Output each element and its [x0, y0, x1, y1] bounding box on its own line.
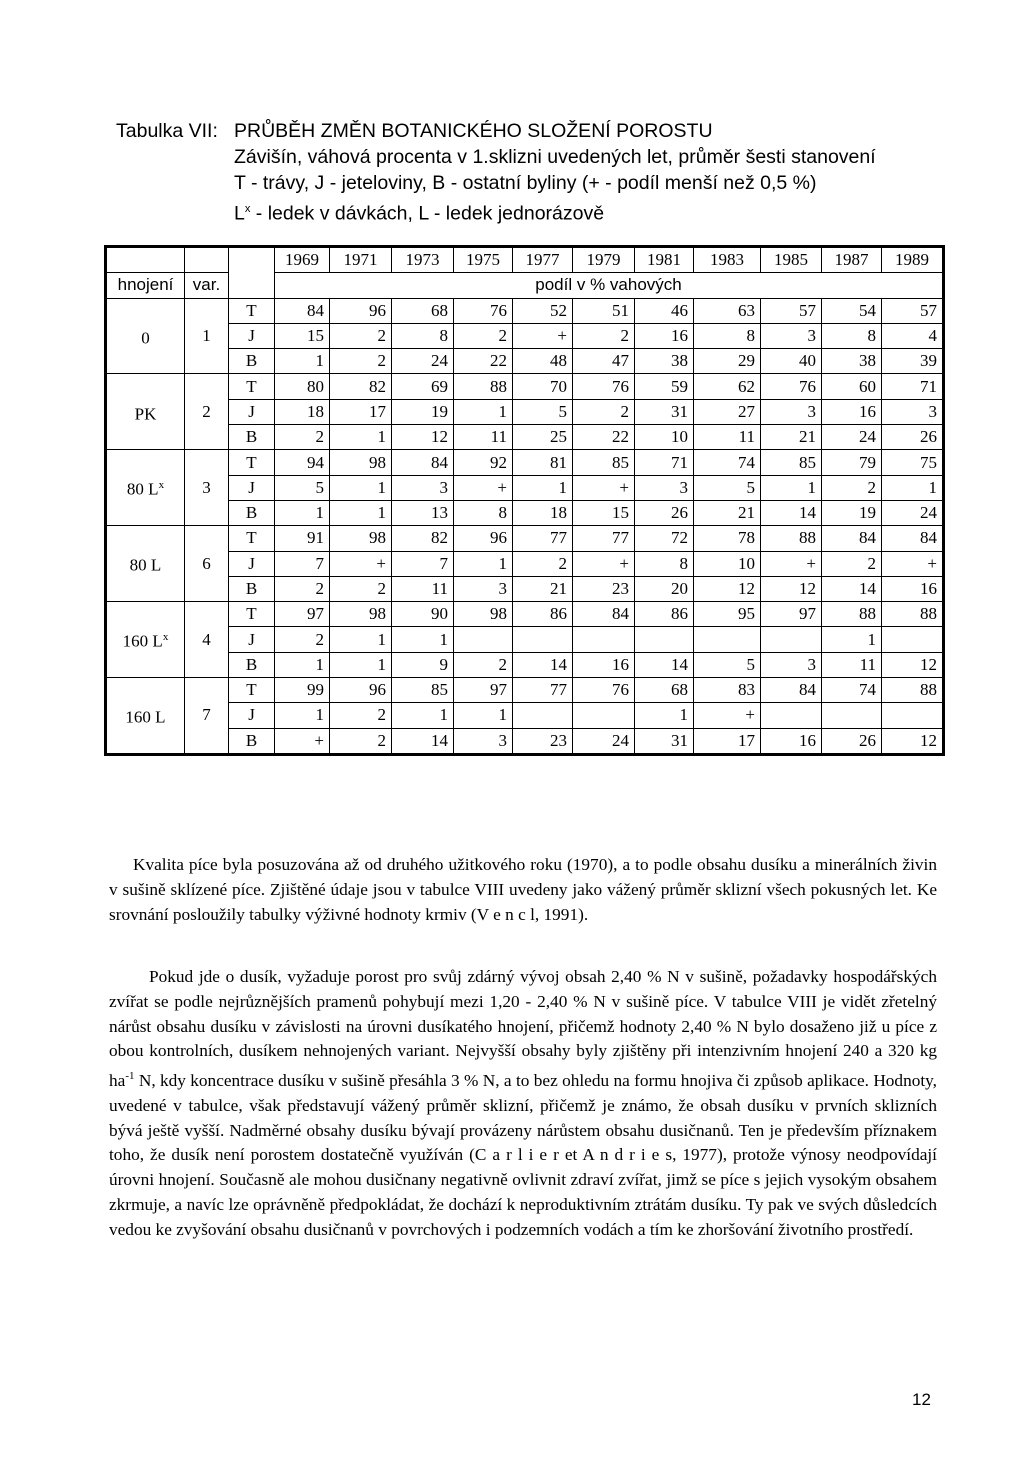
year-header: 1985: [761, 247, 822, 273]
value-cell: 10: [635, 425, 694, 450]
value-cell: +: [694, 703, 761, 728]
value-cell: [694, 627, 761, 652]
value-cell: 16: [761, 728, 822, 754]
value-cell: 8: [822, 323, 882, 348]
year-header: 1973: [392, 247, 454, 273]
value-cell: 1: [882, 475, 944, 500]
value-cell: 75: [882, 450, 944, 475]
hnojeni-sup: x: [162, 631, 169, 644]
value-cell: 1: [454, 551, 513, 576]
paragraph-2-part-2: N, kdy koncentrace dusíku v sušině přesáhla 3 % N, a to bez ohledu na formu hnojiva či způsob aplikace. Hodnoty, uvedené v tabulce, však představují vážený průměr sklizní, přičemž je známo, že obsah dusíku v prvních sklizních bývá ještě vyšší. Nadměrné obsahy dusíku bývají provázeny nárůstem obsahu dusičnanů. Ten je především příznakem toho, že dusík není porostem dostatečně využíván (C a r l i e r et A n d r i e s, 1977), protože výnosy neodpovídají úrovni hnojení. Současně ale mohou dusičnany negativně ovlivnit zdraví zvířat, jimž se píce s jejich vysokým obsahem zkrmuje, a navíc lze oprávněně předpokládat, že dochází k neproduktivním ztrátám dusíku. Ty pak ve svých důsledcích vedou ke zvyšování obsahu dusičnanů v povrchových i podzemních vodách a tím ke zhoršování životního prostředí.: [109, 1070, 937, 1239]
caption-label: Tabulka VII:: [116, 120, 218, 142]
table-row: [106, 475, 944, 500]
value-cell: 76: [761, 374, 822, 399]
header-empty-type: [229, 247, 275, 299]
caption-line-4-rest: - ledek v dávkách, L - ledek jednorázově: [250, 202, 605, 225]
year-header: 1987: [822, 247, 882, 273]
value-cell: 88: [882, 678, 944, 703]
value-cell: 62: [694, 374, 761, 399]
paragraph-2-sup: -1: [125, 1070, 135, 1083]
value-cell: 88: [882, 602, 944, 627]
value-cell: 9: [392, 652, 454, 677]
value-cell: 84: [822, 526, 882, 551]
value-cell: 51: [573, 298, 635, 323]
value-cell: 1: [330, 627, 392, 652]
value-cell: 74: [822, 678, 882, 703]
table-row: [106, 298, 944, 323]
paragraph-2-part-1: Pokud jde o dusík, vyžaduje porost pro svůj zdárný vývoj obsah 2,40 % N v sušině, požadavky hospodářských zvířat se podle nejrůznějších pramenů pohybují mezi 1,20 - 2,40 % N v sušině píce. V tabulce VIII je vidět zřetelný nárůst obsahu dusíku v závislosti na úrovni dusíkatého hnojení, přičemž hodnoty 2,40 % N bylo dosaženo již u píce z obou kontrolních, dusíkem nehnojených variant. Nejvyšší obsahy byly zjištěny při intenzivním hnojení 240 a 320 kg ha: [109, 967, 937, 1090]
variant-cell: 4: [185, 602, 229, 678]
table-row: [106, 652, 944, 677]
hnojeni-cell: [106, 298, 185, 374]
plant-type-cell: T: [229, 298, 275, 323]
value-cell: 22: [573, 425, 635, 450]
value-cell: 88: [761, 526, 822, 551]
value-cell: 24: [882, 500, 944, 525]
value-cell: 16: [635, 323, 694, 348]
value-cell: 57: [761, 298, 822, 323]
value-cell: 68: [392, 298, 454, 323]
value-cell: [761, 627, 822, 652]
value-cell: 7: [275, 551, 330, 576]
value-cell: 25: [513, 425, 573, 450]
plant-type-cell: B: [229, 425, 275, 450]
value-cell: 2: [275, 425, 330, 450]
value-cell: 84: [761, 678, 822, 703]
value-cell: 14: [822, 576, 882, 601]
value-cell: 86: [635, 602, 694, 627]
caption-title: PRŮBĚH ZMĚN BOTANICKÉHO SLOŽENÍ POROSTU: [234, 120, 713, 142]
value-cell: 96: [454, 526, 513, 551]
value-cell: +: [573, 475, 635, 500]
value-cell: 96: [330, 298, 392, 323]
value-cell: 95: [694, 602, 761, 627]
plant-type-cell: T: [229, 526, 275, 551]
value-cell: 20: [635, 576, 694, 601]
plant-type-cell: B: [229, 349, 275, 374]
value-cell: 88: [454, 374, 513, 399]
value-cell: 24: [573, 728, 635, 754]
value-cell: 70: [513, 374, 573, 399]
value-cell: 78: [694, 526, 761, 551]
value-cell: 38: [822, 349, 882, 374]
table-row: [106, 399, 944, 424]
value-cell: 46: [635, 298, 694, 323]
variant-cell: 1: [185, 298, 229, 374]
variant-cell: 6: [185, 526, 229, 602]
value-cell: 1: [392, 627, 454, 652]
value-cell: 21: [761, 425, 822, 450]
value-cell: 60: [822, 374, 882, 399]
value-cell: 11: [454, 425, 513, 450]
value-cell: 3: [761, 323, 822, 348]
value-cell: 74: [694, 450, 761, 475]
value-cell: 98: [330, 602, 392, 627]
caption-line-2: Závišín, váhová procenta v 1.sklizni uvedených let, průměr šesti stanovení: [234, 146, 876, 168]
table-row: [106, 374, 944, 399]
hnojeni-label: 80 L: [129, 556, 162, 576]
value-cell: 26: [635, 500, 694, 525]
value-cell: 83: [694, 678, 761, 703]
caption-line-4-prefix: L: [234, 202, 245, 225]
year-header: 1983: [694, 247, 761, 273]
value-cell: 99: [275, 678, 330, 703]
value-cell: 15: [275, 323, 330, 348]
value-cell: [573, 703, 635, 728]
value-cell: 8: [392, 323, 454, 348]
value-cell: 26: [882, 425, 944, 450]
value-cell: 59: [635, 374, 694, 399]
value-cell: 40: [761, 349, 822, 374]
value-cell: 90: [392, 602, 454, 627]
hnojeni-cell: [106, 678, 185, 755]
value-cell: 85: [573, 450, 635, 475]
table-row: [106, 349, 944, 374]
page-number: 12: [912, 1390, 931, 1409]
value-cell: 3: [882, 399, 944, 424]
paragraph-2: [109, 965, 937, 1243]
value-cell: 85: [392, 678, 454, 703]
value-cell: 18: [513, 500, 573, 525]
value-cell: 84: [392, 450, 454, 475]
plant-type-cell: B: [229, 576, 275, 601]
plant-type-cell: T: [229, 374, 275, 399]
plant-type-cell: J: [229, 475, 275, 500]
value-cell: 1: [454, 399, 513, 424]
value-cell: 63: [694, 298, 761, 323]
value-cell: 29: [694, 349, 761, 374]
value-cell: 54: [822, 298, 882, 323]
value-cell: 2: [454, 323, 513, 348]
hnojeni-label: 80 L: [126, 480, 159, 500]
value-cell: 47: [573, 349, 635, 374]
value-cell: 1: [275, 652, 330, 677]
value-cell: 2: [330, 703, 392, 728]
value-cell: 1: [330, 652, 392, 677]
table-row: [106, 551, 944, 576]
value-cell: 7: [392, 551, 454, 576]
year-header: 1969: [275, 247, 330, 273]
hnojeni-label: PK: [134, 404, 157, 424]
value-cell: 3: [392, 475, 454, 500]
value-cell: 39: [882, 349, 944, 374]
value-cell: [882, 627, 944, 652]
table-row: [106, 703, 944, 728]
plant-type-cell: J: [229, 323, 275, 348]
plant-type-cell: B: [229, 652, 275, 677]
value-cell: 2: [822, 475, 882, 500]
table-row: [106, 526, 944, 551]
table-row: [106, 728, 944, 754]
value-cell: 11: [694, 425, 761, 450]
value-cell: 14: [635, 652, 694, 677]
paragraph-2-text: [109, 965, 937, 1243]
value-cell: 68: [635, 678, 694, 703]
hnojeni-cell: [106, 526, 185, 602]
value-cell: 5: [694, 475, 761, 500]
value-cell: 52: [513, 298, 573, 323]
value-cell: 22: [454, 349, 513, 374]
value-cell: 19: [392, 399, 454, 424]
hnojeni-cell: [106, 602, 185, 678]
value-cell: 21: [694, 500, 761, 525]
plant-type-cell: J: [229, 399, 275, 424]
value-cell: 57: [882, 298, 944, 323]
value-cell: 2: [513, 551, 573, 576]
value-cell: 1: [761, 475, 822, 500]
value-cell: 82: [330, 374, 392, 399]
column-header-hnojeni: hnojení: [106, 273, 185, 298]
value-cell: 19: [822, 500, 882, 525]
value-cell: 3: [454, 728, 513, 754]
year-header: 1981: [635, 247, 694, 273]
table-row: [106, 602, 944, 627]
value-cell: +: [573, 551, 635, 576]
value-cell: 31: [635, 399, 694, 424]
value-cell: 24: [822, 425, 882, 450]
value-cell: 17: [694, 728, 761, 754]
value-cell: 1: [513, 475, 573, 500]
value-cell: [513, 627, 573, 652]
value-cell: 2: [330, 576, 392, 601]
value-cell: 98: [330, 526, 392, 551]
value-cell: 8: [635, 551, 694, 576]
value-cell: 3: [761, 652, 822, 677]
value-cell: +: [882, 551, 944, 576]
variant-cell: 7: [185, 678, 229, 755]
value-cell: 76: [454, 298, 513, 323]
value-cell: 84: [882, 526, 944, 551]
value-cell: [822, 703, 882, 728]
hnojeni-label: 160 L: [125, 707, 166, 727]
year-header: 1979: [573, 247, 635, 273]
value-cell: 2: [330, 323, 392, 348]
value-cell: 11: [822, 652, 882, 677]
value-cell: 15: [573, 500, 635, 525]
table-row: [106, 425, 944, 450]
value-cell: 1: [392, 703, 454, 728]
value-cell: 2: [330, 349, 392, 374]
value-cell: 76: [573, 678, 635, 703]
value-cell: 1: [275, 500, 330, 525]
value-cell: 16: [822, 399, 882, 424]
table-row: [106, 678, 944, 703]
table-row: [106, 323, 944, 348]
hnojeni-cell: [106, 450, 185, 526]
value-cell: [573, 627, 635, 652]
value-cell: 98: [330, 450, 392, 475]
value-cell: 77: [513, 678, 573, 703]
value-cell: [635, 627, 694, 652]
plant-type-cell: B: [229, 500, 275, 525]
value-cell: 81: [513, 450, 573, 475]
header-empty-var: [185, 247, 229, 273]
header-empty-hnojeni: [106, 247, 185, 273]
value-cell: [454, 627, 513, 652]
paragraph-1-text: Kvalita píce byla posuzována až od druhého užitkového roku (1970), a to podle obsahu dusíku a minerálních živin v sušině sklízené píce. Zjištěné údaje jsou v tabulce VIII uvedeny jako vážený průměr sklizní všech pokusných let. Ke srovnání posloužily tabulky výživné hodnoty krmiv (V e n c l, 1991).: [109, 855, 937, 924]
value-cell: 16: [573, 652, 635, 677]
caption-line-4: [116, 196, 876, 227]
value-cell: 72: [635, 526, 694, 551]
hnojeni-cell: [106, 374, 185, 450]
value-cell: 1: [330, 475, 392, 500]
value-cell: 97: [275, 602, 330, 627]
hnojeni-label: 160 L: [122, 631, 163, 651]
value-cell: 71: [882, 374, 944, 399]
plant-type-cell: J: [229, 627, 275, 652]
value-cell: 98: [454, 602, 513, 627]
value-cell: 84: [275, 298, 330, 323]
plant-type-cell: T: [229, 450, 275, 475]
value-cell: 3: [761, 399, 822, 424]
value-cell: +: [454, 475, 513, 500]
plant-type-cell: J: [229, 703, 275, 728]
value-cell: 84: [573, 602, 635, 627]
value-cell: 1: [275, 703, 330, 728]
value-cell: 14: [761, 500, 822, 525]
caption-line-4-sup: x: [244, 203, 251, 215]
value-cell: 91: [275, 526, 330, 551]
value-cell: 17: [330, 399, 392, 424]
value-cell: 12: [694, 576, 761, 601]
value-cell: 26: [822, 728, 882, 754]
value-cell: 24: [392, 349, 454, 374]
value-cell: 8: [694, 323, 761, 348]
plant-type-cell: B: [229, 728, 275, 754]
value-cell: 92: [454, 450, 513, 475]
table-row: [106, 500, 944, 525]
value-cell: 12: [882, 652, 944, 677]
plant-type-cell: J: [229, 551, 275, 576]
value-cell: 21: [513, 576, 573, 601]
hnojeni-sup: x: [158, 479, 165, 492]
value-cell: 88: [822, 602, 882, 627]
value-cell: 18: [275, 399, 330, 424]
value-cell: 12: [882, 728, 944, 754]
value-cell: +: [275, 728, 330, 754]
year-header: 1977: [513, 247, 573, 273]
value-cell: 77: [573, 526, 635, 551]
value-cell: 2: [275, 576, 330, 601]
value-cell: 80: [275, 374, 330, 399]
value-cell: 82: [392, 526, 454, 551]
table-row: [106, 450, 944, 475]
value-cell: 8: [454, 500, 513, 525]
value-cell: 12: [392, 425, 454, 450]
value-cell: [761, 703, 822, 728]
value-cell: 97: [454, 678, 513, 703]
value-cell: 96: [330, 678, 392, 703]
value-cell: 3: [635, 475, 694, 500]
variant-cell: 2: [185, 374, 229, 450]
value-cell: 3: [454, 576, 513, 601]
value-cell: 69: [392, 374, 454, 399]
value-cell: 5: [275, 475, 330, 500]
value-cell: [882, 703, 944, 728]
value-cell: 2: [275, 627, 330, 652]
value-cell: 76: [573, 374, 635, 399]
table-row: [106, 627, 944, 652]
value-cell: +: [761, 551, 822, 576]
value-cell: 14: [392, 728, 454, 754]
year-header: 1971: [330, 247, 392, 273]
value-cell: 48: [513, 349, 573, 374]
value-cell: 94: [275, 450, 330, 475]
value-cell: 13: [392, 500, 454, 525]
hnojeni-label: 0: [141, 328, 150, 348]
value-cell: 1: [330, 500, 392, 525]
value-cell: 23: [573, 576, 635, 601]
table-row: [106, 576, 944, 601]
value-cell: 14: [513, 652, 573, 677]
value-cell: [513, 703, 573, 728]
value-cell: 5: [694, 652, 761, 677]
value-cell: 16: [882, 576, 944, 601]
value-cell: 2: [822, 551, 882, 576]
value-cell: 79: [822, 450, 882, 475]
value-cell: 1: [635, 703, 694, 728]
value-cell: 86: [513, 602, 573, 627]
value-cell: 77: [513, 526, 573, 551]
value-cell: 23: [513, 728, 573, 754]
value-cell: 10: [694, 551, 761, 576]
variant-cell: 3: [185, 450, 229, 526]
value-cell: 1: [275, 349, 330, 374]
value-cell: 2: [330, 728, 392, 754]
value-cell: 2: [454, 652, 513, 677]
value-cell: 11: [392, 576, 454, 601]
value-cell: 2: [573, 399, 635, 424]
table-caption: [116, 118, 876, 227]
header-row-years: [106, 247, 944, 273]
value-cell: 38: [635, 349, 694, 374]
value-cell: 97: [761, 602, 822, 627]
year-header: 1975: [454, 247, 513, 273]
value-cell: 31: [635, 728, 694, 754]
column-header-var: var.: [185, 273, 229, 298]
value-cell: 1: [330, 425, 392, 450]
value-cell: +: [330, 551, 392, 576]
value-cell: +: [513, 323, 573, 348]
value-cell: 4: [882, 323, 944, 348]
value-cell: 1: [454, 703, 513, 728]
value-cell: 5: [513, 399, 573, 424]
botanical-composition-table: [104, 245, 945, 756]
plant-type-cell: T: [229, 678, 275, 703]
value-cell: 12: [761, 576, 822, 601]
year-header: 1989: [882, 247, 944, 273]
caption-line-3: T - trávy, J - jeteloviny, B - ostatní byliny (+ - podíl menší než 0,5 %): [234, 172, 817, 194]
value-cell: 71: [635, 450, 694, 475]
paragraph-1: [109, 853, 937, 927]
value-cell: 27: [694, 399, 761, 424]
value-cell: 1: [822, 627, 882, 652]
plant-type-cell: T: [229, 602, 275, 627]
subheader-podil: podíl v % vahových: [275, 273, 944, 298]
value-cell: 2: [573, 323, 635, 348]
value-cell: 85: [761, 450, 822, 475]
